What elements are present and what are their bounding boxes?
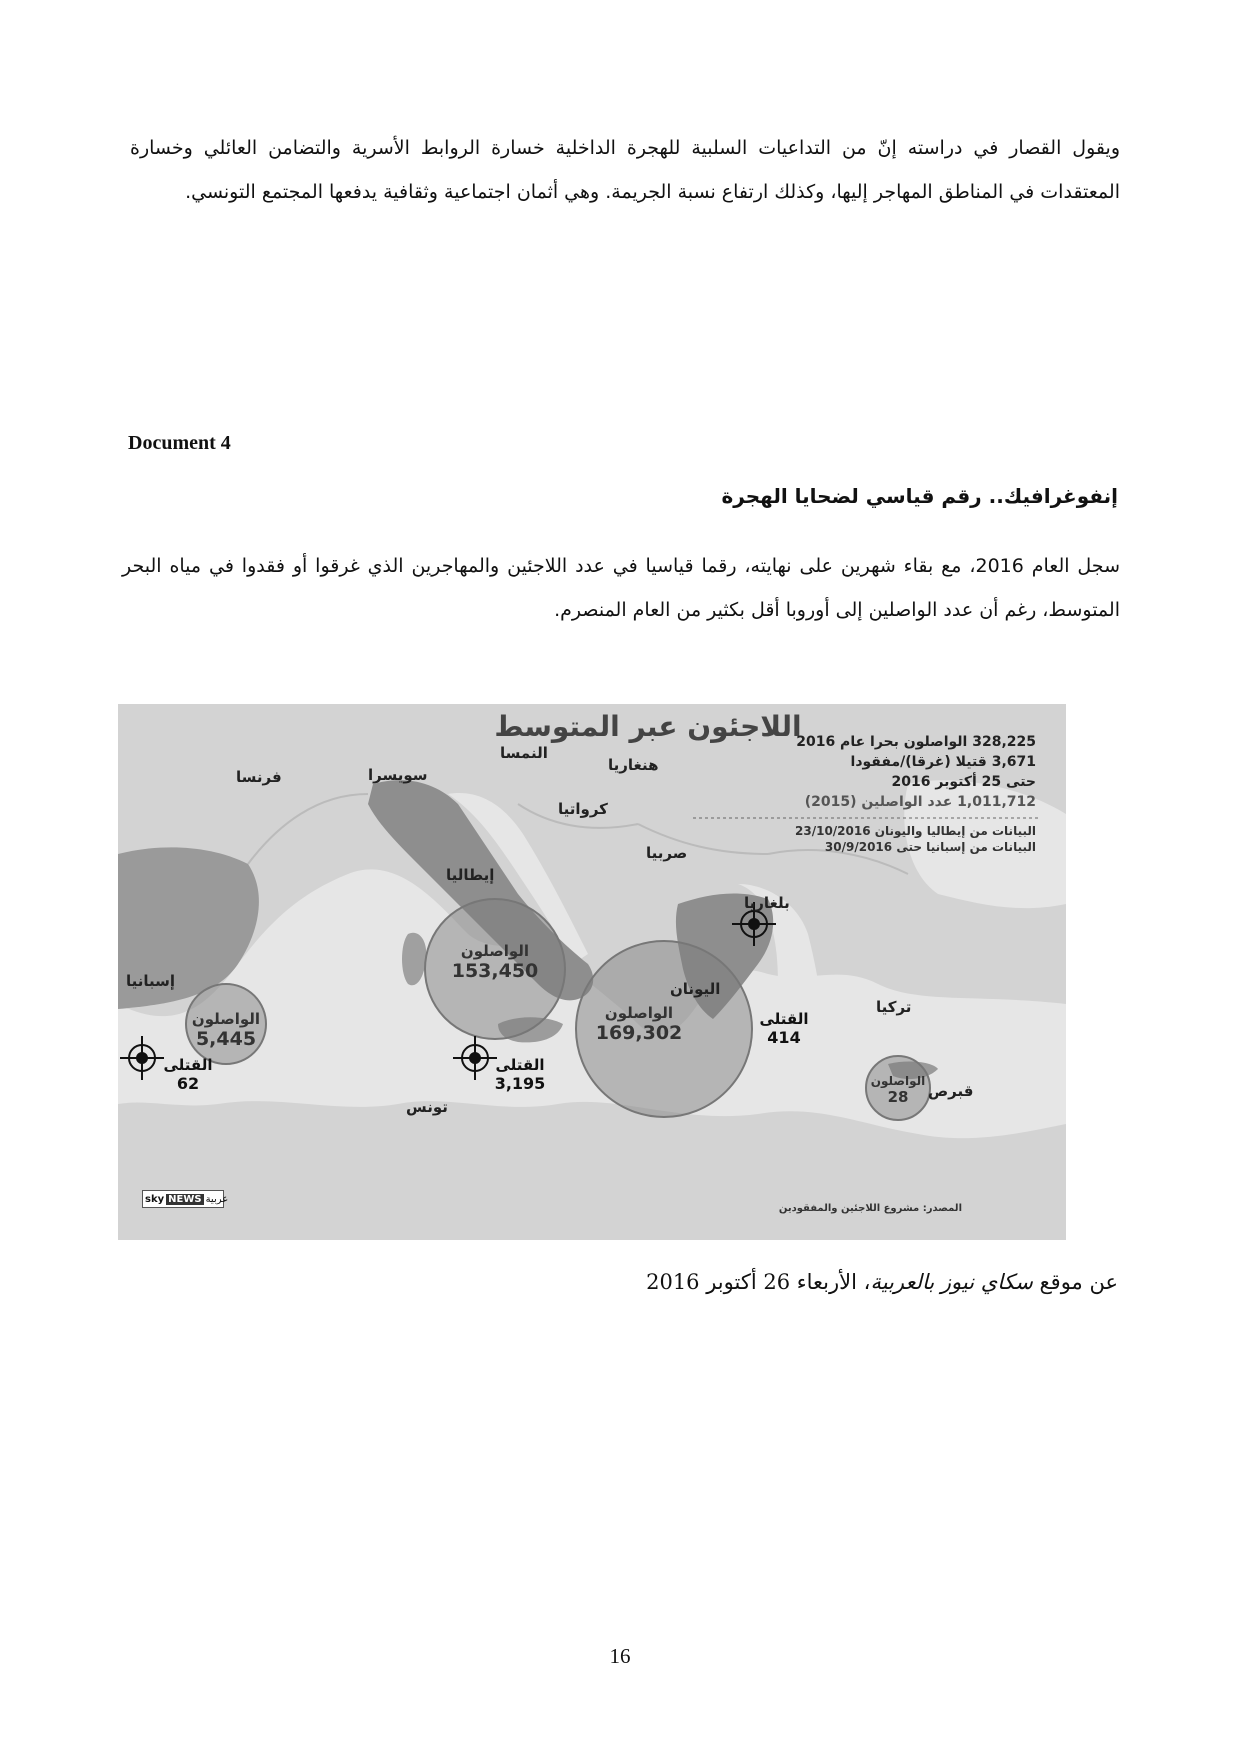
label-spain: إسبانيا <box>126 972 176 990</box>
central-deaths-value: 3,195 <box>494 1074 546 1093</box>
spain-arrivals-value: 5,445 <box>195 1028 257 1050</box>
intro-paragraph: ويقول القصار في دراسته إنّ من التداعيات السلبية للهجرة الداخلية خسارة الروابط الأسرية والتضامن العائلي وخسارة المعتقدات في المناطق المهاجر إليها، وكذلك ارتفاع نسبة الجريمة. وهي أثمان اجتماعية وثقافية يدفعها المجتمع التونسي. <box>130 137 1120 203</box>
label-croatia: كرواتيا <box>558 800 608 818</box>
article-heading: إنفوغرافيك.. رقم قياسي لضحايا الهجرة <box>721 484 1118 508</box>
caption <box>646 1270 1118 1294</box>
stat-deaths-2016: 3,671 قتيلا (غرقا)/مفقودا <box>850 754 1036 770</box>
spain-deaths <box>158 1056 218 1093</box>
spain-arrivals <box>186 1010 266 1050</box>
spain-arrivals-label: الواصلون <box>191 1010 261 1028</box>
greece-deaths <box>754 1010 814 1047</box>
label-austria: النمسا <box>500 744 548 762</box>
spain-deaths-label: القتلى <box>163 1056 213 1074</box>
infographic-source: المصدر: مشروع اللاجئين والمفقودين <box>778 1203 962 1214</box>
italy-arrivals-label: الواصلون <box>460 942 530 960</box>
note-italy-greece: البيانات من إيطاليا واليونان 23/10/2016 <box>795 824 1036 838</box>
label-bulgaria: بلغاريا <box>744 894 790 912</box>
greece-arrivals-value: 169,302 <box>595 1022 683 1044</box>
label-italy: إيطاليا <box>446 866 495 884</box>
label-france: فرنسا <box>236 768 282 786</box>
caption-prefix: عن موقع <box>1039 1270 1118 1294</box>
greece-arrivals <box>574 1004 704 1044</box>
greece-deaths-label: القتلى <box>759 1010 809 1028</box>
greece-deaths-value: 414 <box>767 1028 801 1047</box>
sky-news-arabia-logo: sky NEWS عربية <box>142 1190 224 1208</box>
cyprus-arrivals-label: الواصلون <box>870 1074 926 1088</box>
stat-arrivals-2015: 1,011,712 عدد الواصلين (2015) <box>804 794 1036 810</box>
label-hungary: هنغاريا <box>608 756 659 774</box>
document-label: Document 4 <box>128 432 231 454</box>
cyprus-arrivals-value: 28 <box>887 1088 909 1106</box>
label-serbia: صربيا <box>646 844 688 862</box>
infographic-title: اللاجئون عبر المتوسط <box>494 710 802 743</box>
infographic-map <box>118 704 1066 1240</box>
spain-deaths-value: 62 <box>176 1074 200 1093</box>
stat-arrivals-2016: 328,225 الواصلون بحرا عام 2016 <box>796 734 1036 750</box>
page-number: 16 <box>609 1644 631 1668</box>
cyprus-arrivals <box>860 1074 936 1106</box>
label-tunisia: تونس <box>406 1098 448 1116</box>
italy-arrivals-value: 153,450 <box>451 960 539 982</box>
central-deaths <box>490 1056 550 1093</box>
caption-suffix: ، الأربعاء 26 أكتوبر 2016 <box>646 1270 871 1294</box>
italy-arrivals <box>440 942 550 982</box>
label-turkey: تركيا <box>876 998 912 1016</box>
central-deaths-label: القتلى <box>495 1056 545 1074</box>
label-switzerland: سويسرا <box>368 766 428 784</box>
label-greece: اليونان <box>670 980 721 998</box>
note-spain: البيانات من إسبانيا حتى 30/9/2016 <box>824 840 1036 854</box>
greece-arrivals-label: الواصلون <box>604 1004 674 1022</box>
caption-site: سكاي نيوز بالعربية <box>870 1270 1033 1294</box>
label-cyprus: قبرص <box>928 1082 974 1100</box>
stat-until-date: حتى 25 أكتوبر 2016 <box>891 774 1036 790</box>
article-body: سجل العام 2016، مع بقاء شهرين على نهايته، رقما قياسيا في عدد اللاجئين والمهاجرين الذي غرقوا أو فقدوا في مياه البحر المتوسط، رغم أن عدد الواصلين إلى أوروبا أقل بكثير من العام المنصرم. <box>122 555 1120 621</box>
